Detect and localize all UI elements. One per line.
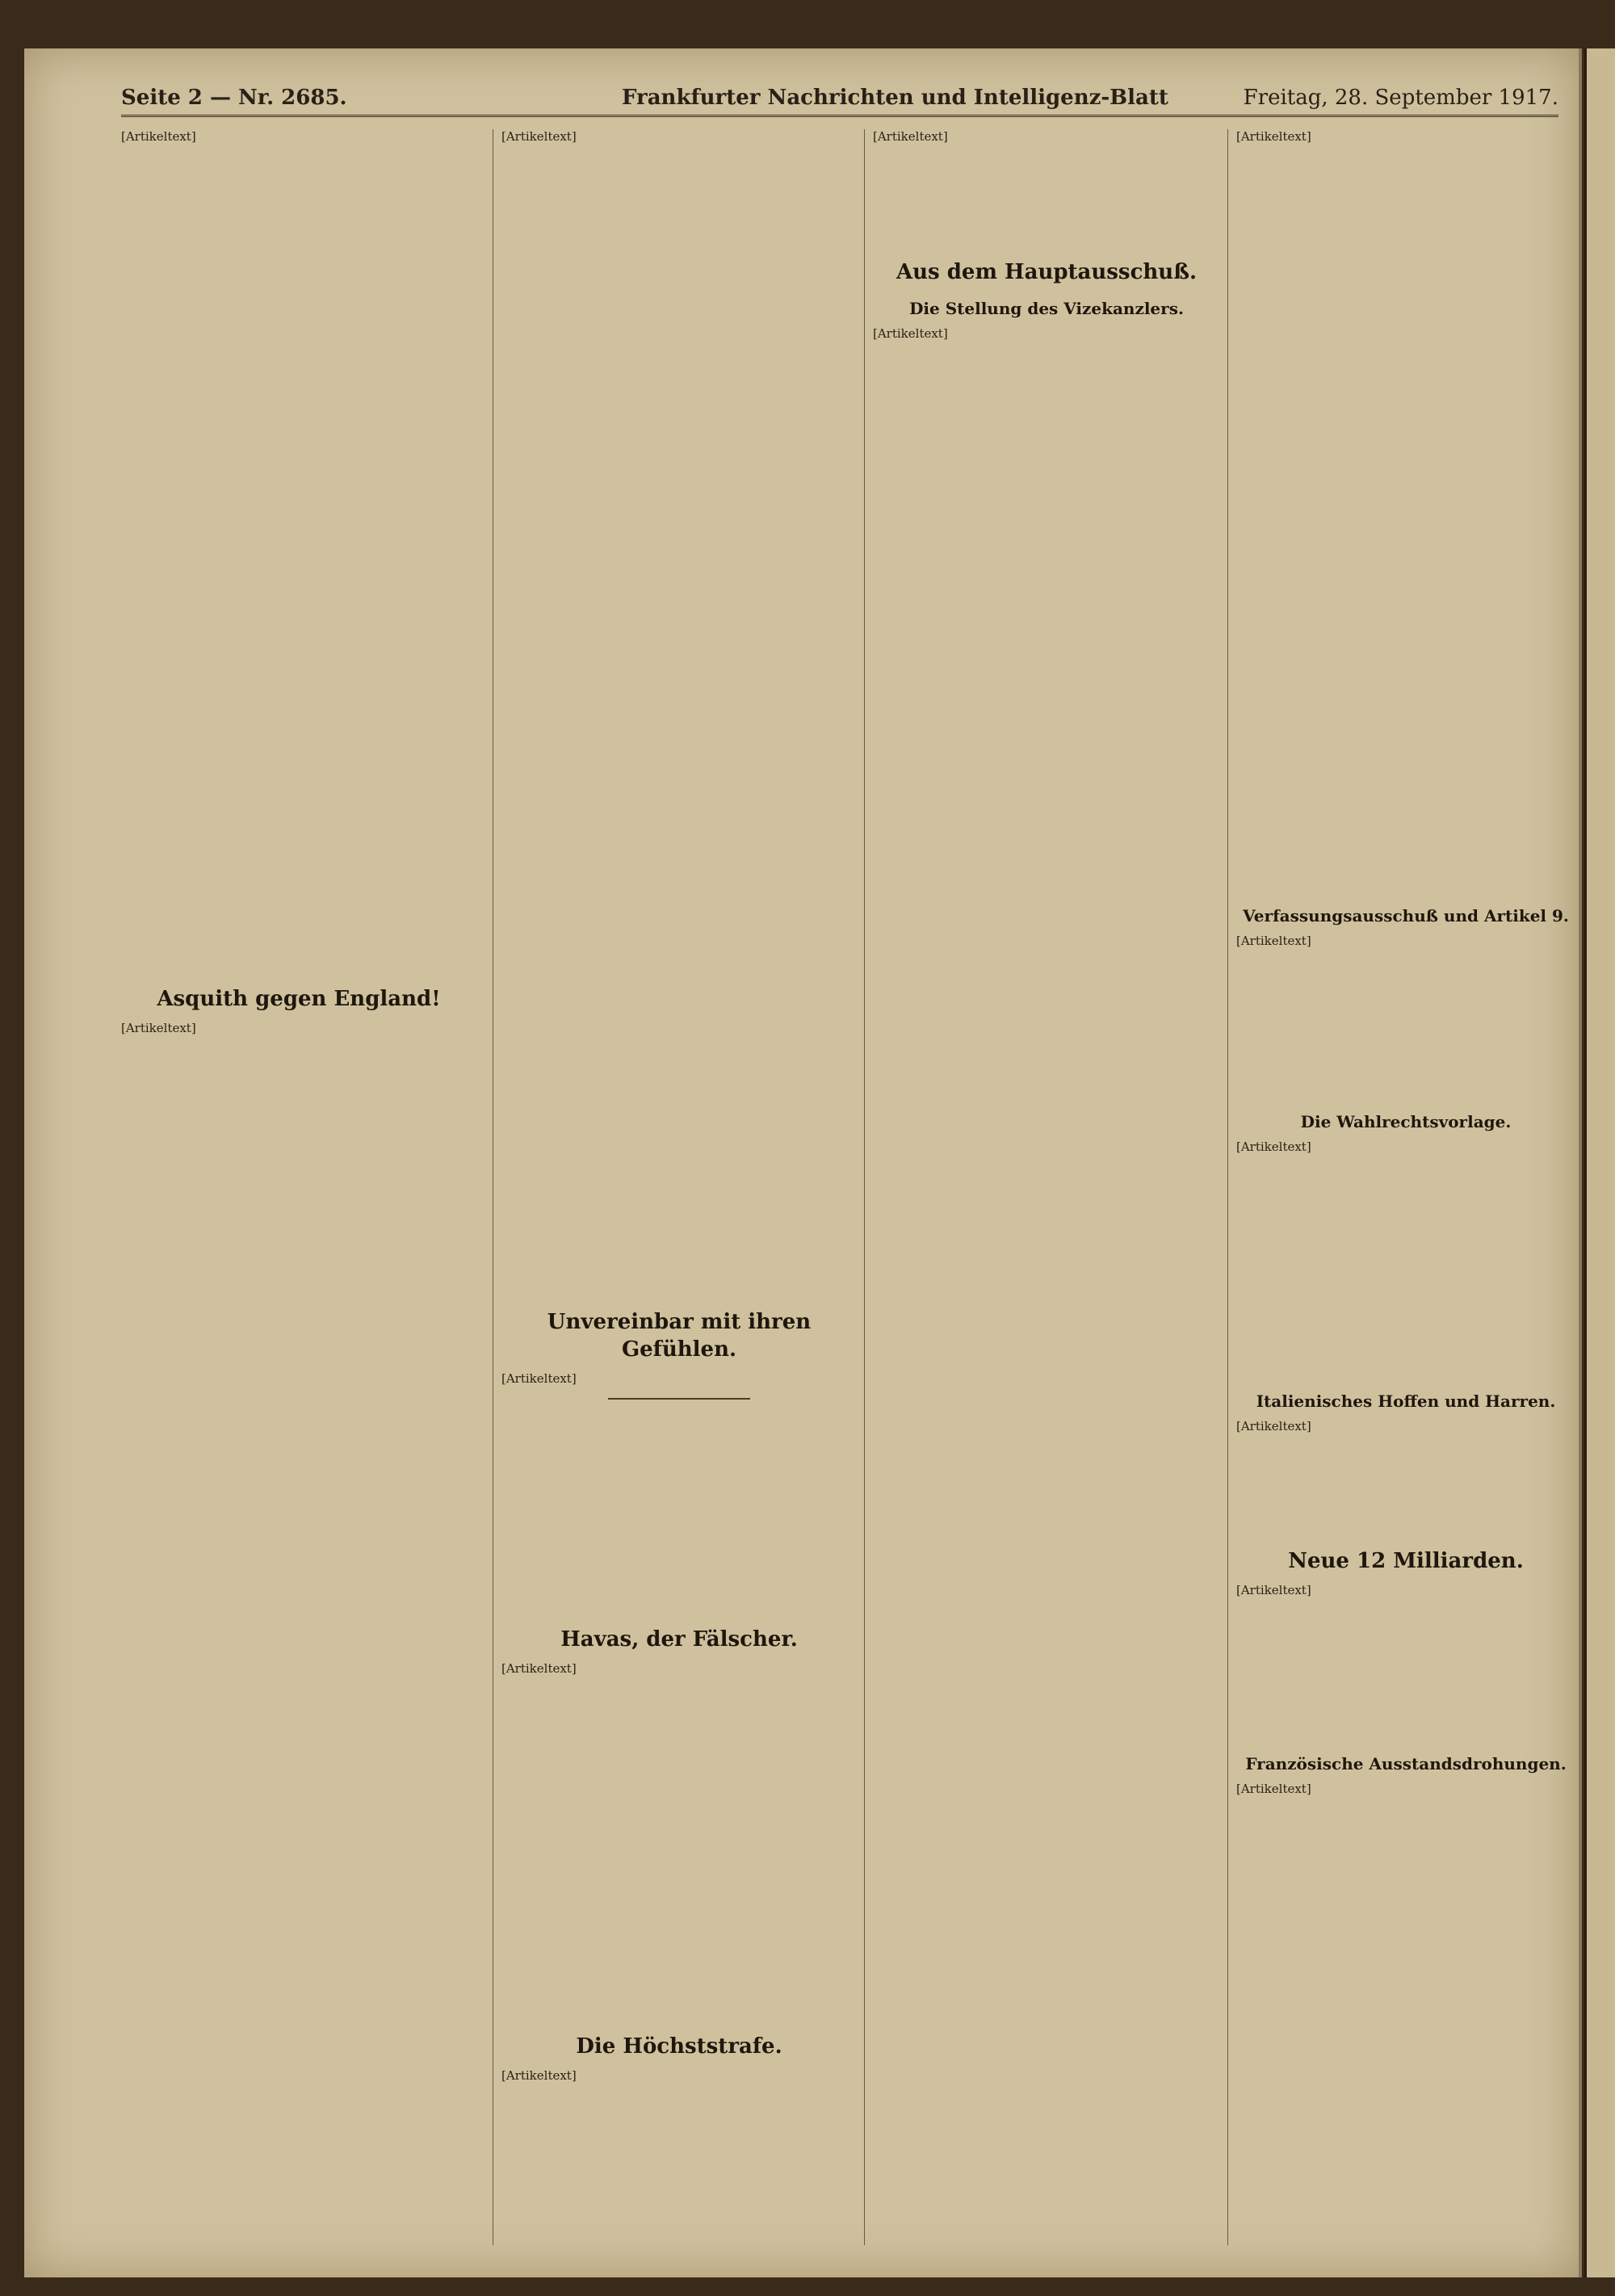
article-text: [Artikeltext]	[1236, 129, 1311, 144]
article-text: [Artikeltext]	[501, 129, 577, 144]
headline-unvereinbar: Unvereinbar mit ihren Gefühlen.	[547, 1309, 812, 1362]
subheadline-vizekanzler: Die Stellung des Vizekanzlers.	[909, 298, 1184, 318]
headline-italien: Italienisches Hoffen und Harren.	[1256, 1391, 1556, 1411]
article-text: [Artikeltext]	[501, 1661, 577, 1676]
headline-hauptausschuss: Aus dem Hauptausschuß.	[896, 259, 1198, 284]
divider	[608, 1398, 750, 1400]
newspaper-title: Frankfurter Nachrichten und Intelligenz-Blatt	[622, 86, 1168, 110]
column-2	[493, 129, 857, 2245]
page-header	[121, 82, 1558, 117]
article-text: [Artikeltext]	[1236, 1418, 1311, 1433]
page-number: Seite 2 — Nr. 2685.	[121, 86, 347, 110]
headline-asquith: Asquith gegen England!	[157, 986, 441, 1011]
headline-havas: Havas, der Fälscher.	[560, 1627, 798, 1652]
article-text: [Artikeltext]	[1236, 933, 1311, 948]
article-text: [Artikeltext]	[1236, 1583, 1311, 1597]
article-text: [Artikeltext]	[121, 129, 196, 144]
issue-date: Freitag, 28. September 1917.	[1243, 86, 1558, 110]
newspaper-page	[24, 48, 1582, 2277]
article-text: [Artikeltext]	[121, 1020, 196, 1035]
article-text: [Artikeltext]	[501, 2067, 577, 2083]
article-text: [Artikeltext]	[501, 1370, 577, 1386]
article-text: [Artikeltext]	[1236, 1140, 1311, 1154]
article-text: [Artikeltext]	[1236, 1781, 1311, 1796]
headline-wahlrechtsvorlage: Die Wahlrechtsvorlage.	[1300, 1112, 1512, 1131]
article-text: [Artikeltext]	[873, 129, 948, 144]
headline-hoechststrafe: Die Höchststrafe.	[576, 2034, 782, 2059]
article-text: [Artikeltext]	[873, 325, 948, 341]
column-3	[864, 129, 1220, 2245]
adjacent-page-edge	[1584, 48, 1615, 2277]
headline-ausstandsdrohungen: Französische Ausstandsdrohungen.	[1245, 1753, 1567, 1773]
headline-verfassungsausschuss: Verfassungsausschuß und Artikel 9.	[1243, 905, 1569, 926]
headline-milliarden: Neue 12 Milliarden.	[1288, 1549, 1524, 1573]
column-1	[121, 129, 476, 2245]
column-4	[1227, 129, 1575, 2245]
